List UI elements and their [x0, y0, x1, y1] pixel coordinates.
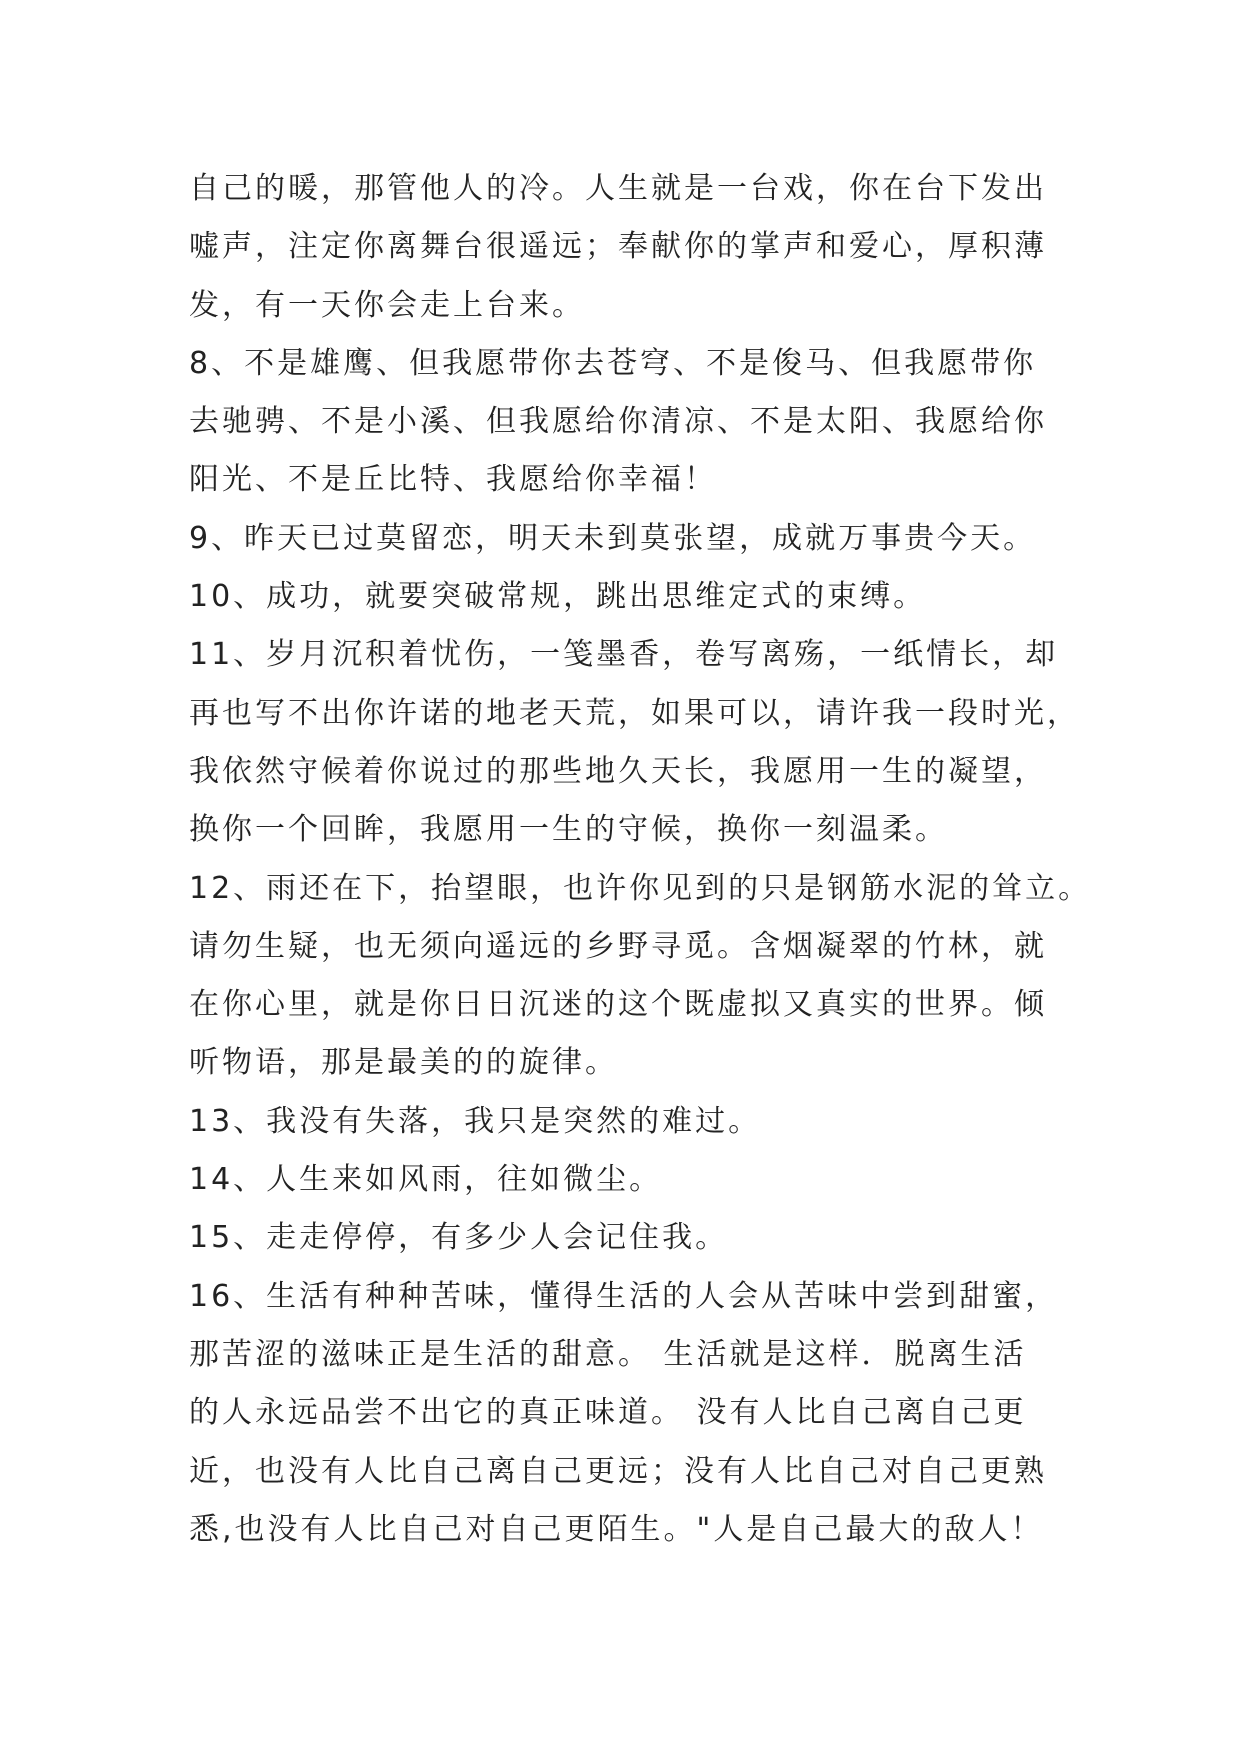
- text-line: 再也写不出你许诺的地老天荒，如果可以，请许我一段时光，: [189, 695, 1080, 731]
- text-line: 去驰骋、不是小溪、但我愿给你清凉、不是太阳、我愿给你: [189, 404, 1047, 440]
- text-line: 悉,也没有人比自己对自己更陌生。"人是自己最大的敌人！: [189, 1511, 1044, 1547]
- list-item-14: 14、人生来如风雨，往如微尘。: [189, 1162, 663, 1198]
- text-line: 自己的暖，那管他人的冷。人生就是一台戏，你在台下发出: [189, 171, 1047, 206]
- list-item-9: 9、昨天已过莫留恋，明天未到莫张望，成就万事贵今天。: [189, 520, 1037, 556]
- text-line: 嘘声，注定你离舞台很遥远；奉献你的掌声和爱心，厚积薄: [189, 229, 1047, 265]
- text-line: 我依然守候着你说过的那些地久天长，我愿用一生的凝望，: [189, 753, 1047, 789]
- list-item-13: 13、我没有失落，我只是突然的难过。: [189, 1103, 762, 1139]
- document-body: [189, 160, 1092, 1559]
- list-item-12: 12、雨还在下，抬望眼，也许你见到的只是钢筋水泥的耸立。: [189, 870, 1092, 906]
- text-line: 换你一个回眸，我愿用一生的守候，换你一刻温柔。: [189, 812, 948, 848]
- text-line: 听物语，那是最美的的旋律。: [189, 1045, 618, 1081]
- list-item-15: 15、走走停停，有多少人会记住我。: [189, 1220, 729, 1256]
- list-item-16: 16、生活有种种苦味，懂得生活的人会从苦味中尝到甜蜜，: [189, 1278, 1059, 1314]
- text-line: 发，有一天你会走上台来。: [189, 287, 585, 323]
- text-line: 在你心里，就是你日日沉迷的这个既虚拟又真实的世界。倾: [189, 987, 1047, 1023]
- text-line: 那苦涩的滋味正是生活的甜意。 生活就是这样．脱离生活: [189, 1336, 1027, 1372]
- list-item-10: 10、成功，就要突破常规，跳出思维定式的束缚。: [189, 579, 927, 615]
- text-line: 阳光、不是丘比特、我愿给你幸福！: [189, 462, 717, 498]
- text-line: 请勿生疑，也无须向遥远的乡野寻觅。含烟凝翠的竹林，就: [189, 928, 1047, 964]
- text-line: 近，也没有人比自己离自己更远；没有人比自己对自己更熟: [189, 1453, 1047, 1489]
- list-item-8: 8、不是雄鹰、但我愿带你去苍穹、不是俊马、但我愿带你: [189, 345, 1037, 381]
- text-line: 的人永远品尝不出它的真正味道。 没有人比自己离自己更: [189, 1395, 1027, 1431]
- list-item-11: 11、岁月沉积着忧伤，一笺墨香，卷写离殇，一纸情长，却: [189, 637, 1059, 673]
